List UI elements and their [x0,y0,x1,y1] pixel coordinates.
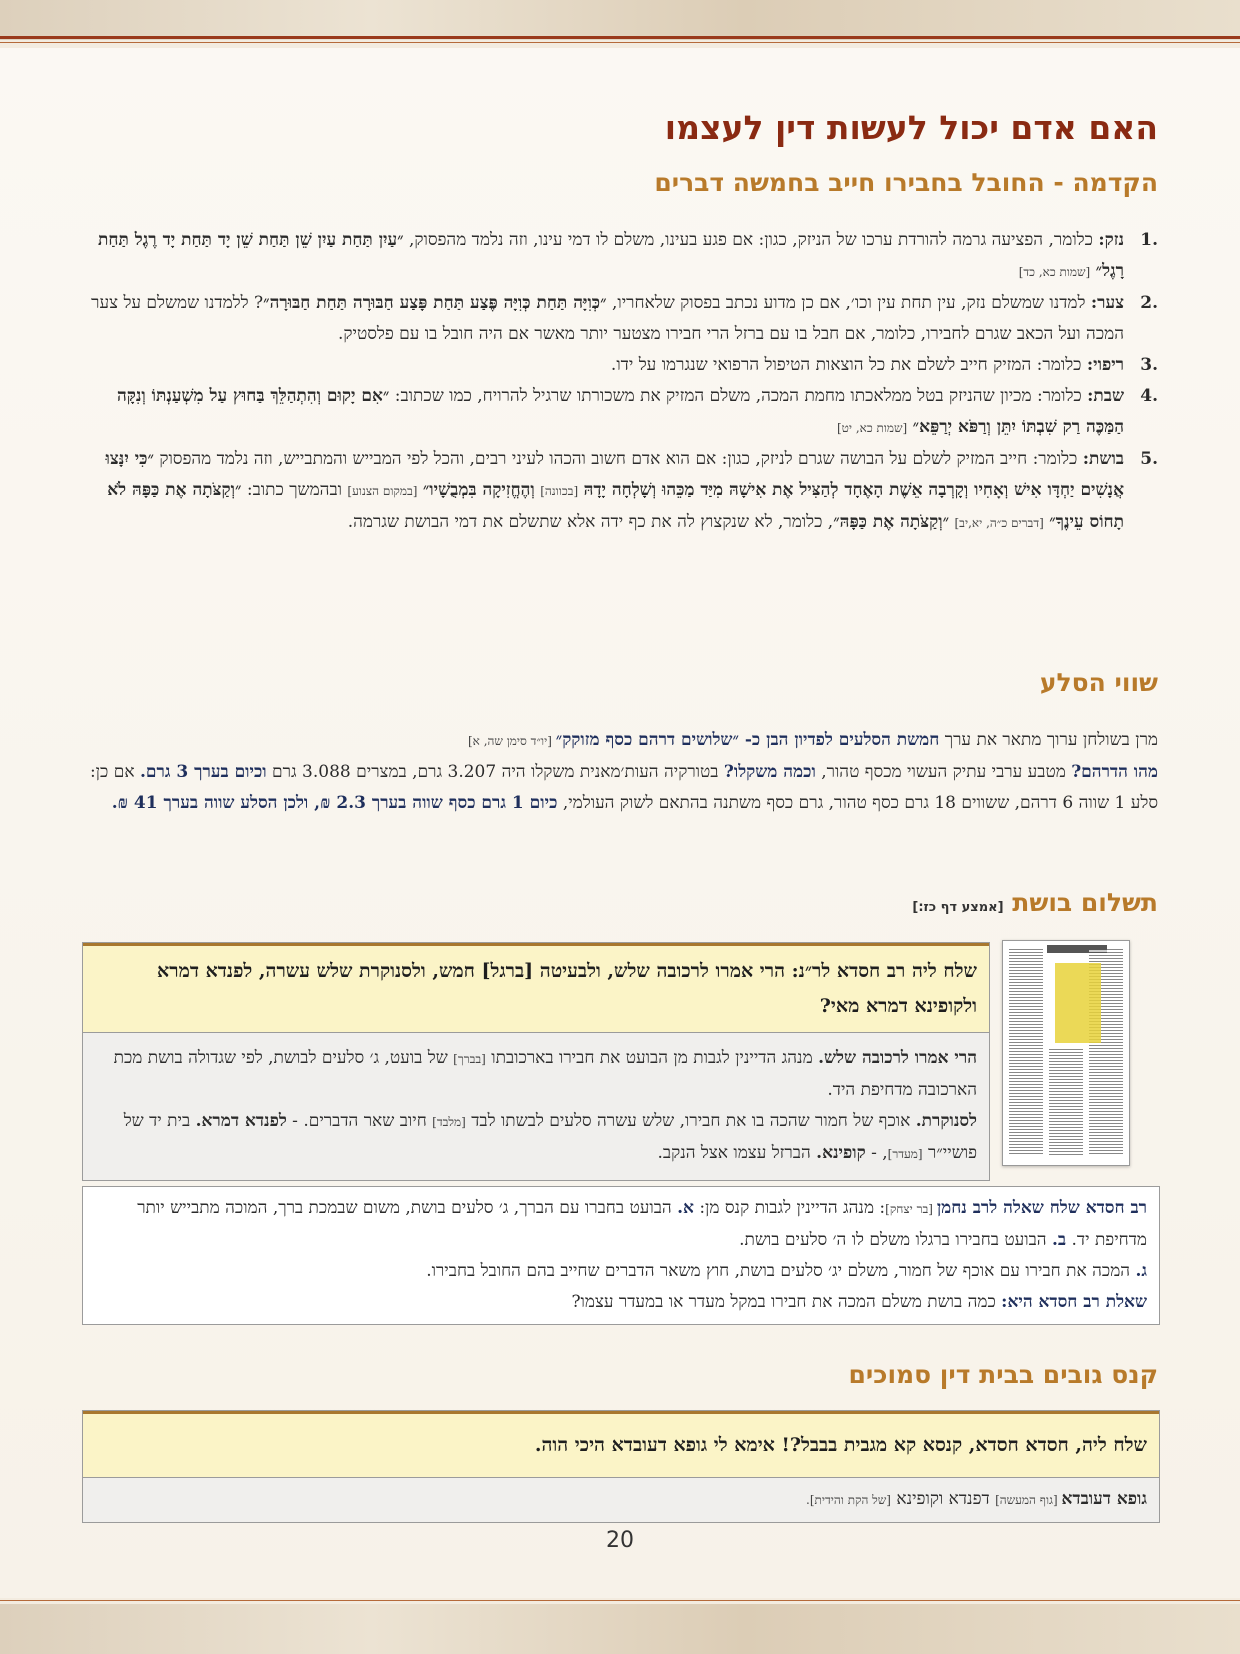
term: קופינא. [816,1143,866,1163]
item-text: כלומר: מכיון שהניזק בטל ממלאכתו מחמת המכה, משלם המזיק את משכורתו שרגיל להרויח, כמו שכתוב: [389,386,1088,406]
item-keyword: ריפוי: [1086,355,1124,375]
talmud-page-thumbnail [1002,940,1130,1166]
bottom-rule-thin [0,1600,1240,1601]
source-ref: [במקום הצנוע] [347,484,418,498]
bottom-parchment-band [0,1604,1240,1654]
text: מטבע ערבי עתיק העשוי מכסף טהור, [815,762,1072,782]
term: לסנוקרת. [915,1111,977,1131]
list-item [82,444,1158,539]
top-rule-thin [0,42,1240,43]
sela-paragraph [82,725,1158,819]
text: אוכף של חמור שהכה בו את חבירו, שלש עשרה סלעים לבשתו לבד [465,1111,916,1131]
knas-heading: קנס גובים בבית דין סמוכים [848,1360,1158,1389]
text: בית יד של פושיי״ר [123,1111,977,1163]
highlight: חמשת הסלעים לפדיון הבן כ- ״שלושים דרהם כסף מזוקק״ [555,730,940,750]
source-ref: [של הקת והידית]. [806,1493,891,1507]
highlight: וכיום בערך 3 גרם. [139,762,267,782]
gemara-box [82,942,990,1181]
boshet-heading [82,888,1158,917]
source-ref: [מעדר] [887,1147,923,1161]
sela-heading-wrap [82,668,1158,697]
item-text: כלומר: חייב המזיק לשלם על הבושה שגרם לניזק, כגון: אם הוא אדם חשוב והכהו לעיני רבים, והכל לפי המבייש והמתבייש, וזה נלמד מהפסוק [153,449,1083,469]
term: הרי אמרו לרכובה שלש. [818,1048,977,1068]
letter: א. [677,1198,694,1218]
item-keyword: נזק: [1098,230,1124,250]
sela-heading: שווי הסלע [1039,668,1158,697]
item-number: .5 [1140,449,1158,469]
verse: וְהֶחֱזִיקָה בִּמְבֻשָׁיו״ [422,480,535,500]
list-item [82,288,1158,350]
term: לפנדא דמרא. [195,1111,287,1131]
highlight: רב חסדא שלח שאלה לרב נחמן [936,1198,1147,1218]
item-keyword: בושת: [1082,449,1124,469]
verse: ״אִם יָקוּם וְהִתְהַלֵּךְ בַּחוּץ עַל מִשְׁעַנְתּוֹ וְנִקָּה הַמַּכֶּה רַק שִׁבְתּוֹ יִתֵּן וְרַפֹּא יְרַפֵּא״ [116,386,1124,437]
text: חיוב שאר הדברים. - [286,1111,433,1131]
text: בטורקיה העות׳מאנית משקלו היה 3.207 גרם, במצרים 3.088 גרם [266,762,724,782]
heading-text: תשלום בושת [1012,888,1158,917]
item-text: כלומר: המזיק חייב לשלם את כל הוצאות הטיפול הרפואי שנגרמו על ידו. [610,355,1087,375]
item-text: ובהמשך כתוב: [241,480,348,500]
sela-paragraph-wrap [82,725,1158,819]
source-ref: [בברך] [453,1052,486,1066]
item-text: , כלומר, לא שנקצוץ לה את כף ידה אלא שתשלם את דמי הבושת שגרמה. [347,512,834,532]
list-item [82,381,1158,444]
item-number: .2 [1140,293,1158,313]
source-ref: [גוף המעשה] [995,1493,1062,1507]
letter: ב. [1051,1230,1067,1250]
text: דפנדא וקופינא [890,1489,996,1509]
text: המכה את חבירו עם אוכף של חמור, משלם יג׳ סלעים בושת, חוץ משאר הדברים שחייב בהם החובל בחבירו. [426,1261,1136,1281]
item-number: .4 [1140,386,1158,406]
term: גופא דעובדא [1061,1489,1147,1509]
top-rule [0,36,1240,39]
item-text: כלומר, הפציעה גרמה להורדת ערכו של הניזק, כגון: אם פגע בעינו, משלם לו דמי עינו, וזה נלמד מהפסוק, [403,230,1099,250]
gemara-question: שלח ליה רב חסדא לר״נ: הרי אמרו לרכובה שלש, ולבעיטה [ברגל] חמש, ולסנוקרת שלש עשרה, לפנדא דמרא ולקופינא דמרא מאי? [83,943,989,1033]
item-keyword: שבת: [1087,386,1124,406]
page-title-wrap [82,108,1158,147]
text: הברזל עצמו אצל הנקב. [657,1143,817,1163]
page-number: 20 [606,1528,634,1553]
text: מרן בשולחן ערוך מתאר את ערך [939,730,1158,750]
source-ref: [אמצע דף כז:] [912,900,1004,915]
item-keyword: צער: [1090,293,1124,313]
source-ref: [מלבד] [432,1115,466,1129]
verse: ״וְקַצֹּתָה אֶת כַּפָּהּ״ [833,512,950,532]
summary-box [82,1186,1160,1325]
thumbnail-column [1009,949,1043,1155]
list-item [82,225,1158,288]
text: , - [865,1143,888,1163]
text: של בועט, ג׳ סלעים לבושת, לפי שגדולה בושת מכת הארכובה מדחיפת היד. [113,1048,977,1100]
text: הבועט בחברו עם הברך, ג׳ סלעים בושת, משום שבמכת ברך, המוכה מתבייש יותר מדחיפת יד. [137,1198,1147,1250]
source-ref: [בכוונה] [540,484,579,498]
source-ref: [שמות כא, כד] [1018,265,1091,279]
verse: ״כִּי יִנָּצוּ אֲנָשִׁים יַחְדָּו אִישׁ וְאָחִיו וְקָרְבָה אֵשֶׁת הָאֶחָד לְהַצִּיל אֶת אִישָׁהּ מִיַּד מַכֵּהוּ וְשָׁלְחָה יָדָהּ [105,449,1124,500]
list-item [82,350,1158,381]
question: מהו הדרהם? [1071,762,1158,782]
source-ref: [שמות כא, יט] [836,421,908,435]
boshet-heading-wrap [82,888,1158,917]
item-number: .3 [1140,355,1158,375]
five-things-list-wrap [82,225,1158,539]
letter: ג. [1135,1261,1147,1281]
intro-heading-wrap [82,168,1158,197]
knas-explanation [83,1478,1159,1522]
source-ref: [דברים כ״ה, יא,יב] [954,516,1044,530]
highlight: שאלת רב חסדא היא: [1001,1292,1147,1312]
intro-heading: הקדמה - החובל בחבירו חייב בחמשה דברים [654,168,1158,197]
knas-box [82,1410,1160,1523]
page-title: האם אדם יכול לעשות דין לעצמו [664,108,1158,147]
text: כמה בושת משלם המכה את חבירו במקל מעדר או במעדר עצמו? [571,1292,1002,1312]
item-text-tail: ? ללמדנו שמשלם על צער המכה ועל הכאב שגרם לחבירו, כלומר, אם חבל בו עם ברזל הרי חבירו מצטער יותר מאשר אם היה חובל בו עם פלסטיק. [91,293,1124,344]
item-number: .1 [1140,230,1158,250]
highlight: כיום 1 גרם כסף שווה בערך 2.3 ₪, ולכן הסלע שווה בערך 41 ₪. [111,793,558,813]
top-parchment-band [0,0,1240,40]
thumbnail-column [1049,1049,1083,1155]
text: מנהג הדיינין לגבות מן הבועט את חבירו בארכובתו [485,1048,819,1068]
knas-question: שלח ליה, חסדא חסדא, קנסא קא מגבית בבבל?! אימא לי גופא דעובדא היכי הוה. [83,1411,1159,1478]
summary-text [83,1187,1159,1324]
source-ref: [בר יצחק] [885,1202,937,1216]
text: : מנהג הדיינין לגבות קנס מן: [693,1198,886,1218]
knas-heading-wrap [82,1360,1158,1389]
verse: ״וְקַצֹּתָה אֶת כַּפָּהּ לֹא תָחוֹס עֵינֶךָ״ [107,480,1124,532]
gemara-explanation [83,1033,989,1180]
source-ref: [יו״ד סימן שה, א] [468,734,556,748]
text: אם כן: סלע 1 שווה 6 דרהם, ששווים 18 גרם כסף טהור, גרם כסף משתנה בהתאם לשוק העולמי, [89,762,1158,813]
item-text: למדנו שמשלם נזק, עין תחת עין וכו׳, אם כן מדוע נכתב בפסוק שלאחריו, [606,293,1091,313]
question: וכמה משקלו? [723,762,816,782]
thumbnail-highlight [1055,963,1101,1043]
verse: ״כְּוִיָּה תַּחַת כְּוִיָּה פֶּצַע תַּחַת פָּצַע חַבּוּרָה תַּחַת חַבּוּרָה״ [263,293,607,313]
five-things-list [82,225,1158,539]
verse: ״עַיִן תַּחַת עַיִן שֵׁן תַּחַת שֵׁן יָד תַּחַת יָד רֶגֶל תַּחַת רָגֶל״ [98,230,1124,281]
text: הבועט בחבירו ברגלו משלם לו ה׳ סלעים בושת. [739,1230,1052,1250]
